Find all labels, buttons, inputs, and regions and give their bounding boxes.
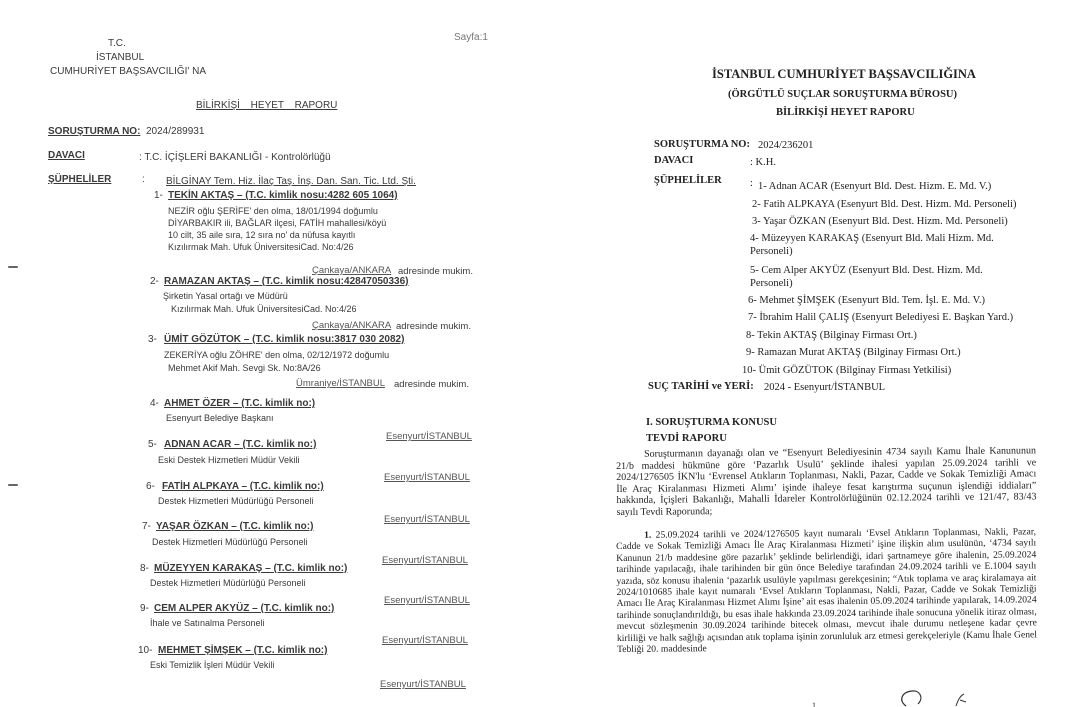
suspect-address-suffix: adresinde mukim. (396, 321, 471, 332)
body-paragraph-numbered (616, 526, 1037, 655)
section-subtitle: TEVDİ RAPORU (646, 433, 727, 444)
suspect-name: CEM ALPER AKYÜZ – (T.C. kimlik no:) (154, 603, 335, 614)
suspect-line: 1- Adnan ACAR (Esenyurt Bld. Dest. Hizm. E. Md. V.) (758, 181, 992, 192)
suspect-line: 2- Fatih ALPKAYA (Esenyurt Bld. Dest. Hizm. Md. Personeli) (752, 199, 1017, 210)
suspect-number: 9- (140, 603, 149, 614)
suspect-location: Çankaya/ANKARA (312, 265, 392, 276)
suspect-location: Esenyurt/İSTANBUL (386, 431, 472, 442)
suspect-name: MEHMET ŞİMŞEK – (T.C. kimlik no:) (158, 645, 328, 656)
crime-label: SUÇ TARİHİ ve YERİ: (648, 381, 754, 392)
suspect-detail: Destek Hizmetleri Müdürlüğü Personeli (158, 496, 314, 506)
suspect-detail: ZEKERİYA oğlu ZÖHRE' den olma, 02/12/1972 doğumlu (164, 350, 390, 360)
left-document-page (0, 0, 540, 707)
investigation-number: 2024/289931 (146, 126, 205, 137)
crime-value: 2024 - Esenyurt/İSTANBUL (764, 382, 886, 393)
suspect-detail: İhale ve Satınalma Personeli (150, 618, 265, 628)
plaintiff-label: DAVACI (654, 155, 694, 166)
suspect-detail: DİYARBAKIR ili, BAĞLAR ilçesi, FATİH mahallesi/köyü (168, 218, 387, 228)
suspect-number: 6- (146, 481, 155, 492)
suspect-location: Esenyurt/İSTANBUL (382, 555, 468, 566)
suspect-line: 4- Müzeyyen KARAKAŞ (Esenyurt Bld. Mali Hizm. Md. Personeli) (750, 233, 994, 257)
suspect-number: 7- (142, 521, 151, 532)
suspect-number: 1- (154, 190, 163, 201)
page-number: Sayfa:1 (454, 32, 488, 43)
suspect-line: 7- İbrahim Halil ÇALIŞ (Esenyurt Belediyesi E. Başkan Yard.) (748, 312, 1014, 323)
header-tc: T.C. (108, 38, 126, 49)
suspect-number: 3- (148, 334, 157, 345)
suspects-label: ŞÜPHELİLER (654, 175, 722, 186)
suspects-label: ŞÜPHELİLER (48, 174, 112, 185)
suspect-line: 9- Ramazan Murat AKTAŞ (Bilginay Firması Ort.) (746, 347, 961, 358)
suspect-line: 10- Ümit GÖZÜTOK (Bilginay Firması Yetkilisi) (742, 365, 952, 376)
plaintiff-value: : T.C. İÇİŞLERİ BAKANLIĞI - Kontrolörlüğü (139, 152, 331, 163)
suspect-detail: Şirketin Yasal ortağı ve Müdürü (163, 291, 288, 301)
suspect-number: 8- (140, 563, 149, 574)
investigation-number: 2024/236201 (758, 140, 814, 151)
suspect-detail: Esenyurt Belediye Başkanı (166, 413, 274, 423)
suspect-location: Esenyurt/İSTANBUL (382, 635, 468, 646)
suspect-detail: Kızılırmak Mah. Ufuk ÜniversitesiCad. No:4/26 (168, 242, 354, 252)
suspect-number: 10- (138, 645, 153, 656)
plaintiff-value: : K.H. (750, 157, 776, 168)
document-subtitle: (ÖRGÜTLÜ SUÇLAR SORUŞTURMA BÜROSU) (728, 89, 957, 100)
signature-mark (888, 688, 988, 707)
suspect-name: ÜMİT GÖZÜTOK – (T.C. kimlik nosu:3817 030 2082) (164, 334, 405, 345)
suspect-detail: Eski Destek Hizmetleri Müdür Vekili (158, 455, 300, 465)
suspect-location: Esenyurt/İSTANBUL (384, 595, 470, 606)
document-title: İSTANBUL CUMHURİYET BAŞSAVCILIĞINA (712, 67, 976, 81)
scan-mark (8, 266, 18, 268)
suspect-name: MÜZEYYEN KARAKAŞ – (T.C. kimlik no:) (154, 563, 348, 574)
suspect-location: Çankaya/ANKARA (312, 320, 392, 331)
suspect-name: YAŞAR ÖZKAN – (T.C. kimlik no:) (156, 521, 314, 532)
suspect-line: 5- Cem Alper AKYÜZ (Esenyurt Bld. Dest. Hizm. Md. Personeli) (750, 265, 983, 289)
header-office: CUMHURİYET BAŞSAVCILIĞI' NA (50, 66, 207, 77)
suspect-name: ADNAN ACAR – (T.C. kimlik no:) (164, 439, 317, 450)
footer-page-number: 1 (812, 701, 816, 707)
paragraph-text: 25.09.2024 tarihli ve 2024/1276505 kayıt numaralı ‘Evsel Atıkların Toplanması, Nakli, Pazar, Cadde ve Sokak Temizliği Amacı İle Araç Kiralanması Hizmeti’ işine ilişkin alım usulünün, ‘4734 sayılı Kanunun 21/b maddesine göre pazarlık’ şeklinde belirlendiği, idari şartnameye göre ihalenin, 25.09.2024 tarihinde yapılacağı, ihale tarihinden bir gün önce Belediye tarafından 24.09.2024 tarihli ve E.1004 sayılı yazıda, söz konusu ihalenin ‘pazarlık usulüyle yapılması gerekçesinin; “Atık toplama ve araç kiralamaya ait 2024/1010685 ihale kayıt numaralı ‘Evsel Atıkların Toplanması, Nakli, Pazar, Cadde ve Sokak Temizliği Amacı İle Araç Kiralanması Hizmet Alımı İşine’ ait esas ihalenin 05.09.2024 tarihinde yapılarak, 14.09.2024 tarihinde sonuçlandırıldığı, bu esas ihale hakkında 23.09.2024 tarihinde ihale sonucuna yönelik itiraz olması, mevcut sözleşmenin 30.09.2024 tarihinde bitecek olması, mevcut ihale durumu netleşene kadar çevre kirliliği ve halk sağlığı açısından atık toplama işinin zorunluluk arz etmesi gerekçeleriyle (Kamu İhale Genel Tebliği 20. maddesinde (616, 526, 1037, 656)
header-city: İSTANBUL (96, 52, 145, 63)
suspect-name: AHMET ÖZER – (T.C. kimlik no:) (164, 398, 316, 409)
report-title: BİLİRKİŞİ HEYET RAPORU (196, 100, 338, 111)
right-document-page (600, 0, 1084, 707)
plaintiff-label: DAVACI (48, 150, 85, 161)
paragraph-number: 1. (643, 529, 652, 541)
suspect-number: 2- (150, 276, 159, 287)
suspect-number: 5- (148, 439, 157, 450)
suspect-name: FATİH ALPKAYA – (T.C. kimlik no:) (162, 481, 324, 492)
investigation-label: SORUŞTURMA NO: (654, 139, 750, 150)
suspect-detail: NEZİR oğlu ŞERİFE' den olma, 18/01/1994 doğumlu (168, 206, 378, 216)
suspect-location: Esenyurt/İSTANBUL (384, 472, 470, 483)
suspect-location: Esenyurt/İSTANBUL (384, 514, 470, 525)
suspect-name: TEKİN AKTAŞ – (T.C. kimlik nosu:4282 605 1064) (168, 190, 398, 201)
suspect-line: 3- Yaşar ÖZKAN (Esenyurt Bld. Dest. Hizm. Md. Personeli) (752, 216, 1008, 227)
suspect-detail: 10 cilt, 35 aile sıra, 12 sıra no' da nüfusa kayıtlı (168, 230, 356, 240)
suspect-detail: Kızılırmak Mah. Ufuk ÜniversitesiCad. No:4/26 (171, 304, 357, 314)
suspect-line: 8- Tekin AKTAŞ (Bilginay Firması Ort.) (746, 330, 917, 341)
suspect-detail: Destek Hizmetleri Müdürlüğü Personeli (152, 537, 308, 547)
suspects-colon: : (750, 178, 753, 189)
suspect-location: Ümraniye/İSTANBUL (296, 378, 386, 389)
suspect-address-suffix: adresinde mukim. (398, 266, 473, 277)
suspect-detail: Destek Hizmetleri Müdürlüğü Personeli (150, 578, 306, 588)
suspect-number: 4- (150, 398, 159, 409)
suspect-detail: Mehmet Akif Mah. Sevgi Sk. No:8A/26 (168, 363, 321, 373)
suspects-colon: : (142, 174, 145, 185)
suspect-name: RAMAZAN AKTAŞ – (T.C. kimlik nosu:42847050336) (164, 276, 409, 287)
suspect-detail: Eski Temizlik İşleri Müdür Vekili (150, 660, 275, 670)
suspect-line: 6- Mehmet ŞİMŞEK (Esenyurt Bld. Tem. İşl. E. Md. V.) (748, 295, 985, 306)
section-title: I. SORUŞTURMA KONUSU (646, 417, 777, 428)
suspect-address-suffix: adresinde mukim. (394, 379, 469, 390)
body-paragraph: Soruşturmanın dayanağı olan ve “Esenyurt Belediyesinin 4734 sayılı Kamu İhale Kanununun 21/b maddesi hükmüne göre ‘Pazarlık Usulü’ şeklinde ihalesi yapılan 25.09.2024 tarihli ve 2024/1276505 İKN'lu ‘Evrensel Atıkların Toplanması, Nakli, Pazar, Cadde ve Sokak Temizliği Amacı İle Araç Kiralanması Hizmeti Alımı’ işinde ihaleye fesat karıştırma suçunun işlendiği iddiaları” hakkında, İçişleri Bakanlığı, Mahalli İdareler Kontrolörlüğünün 02.12.2024 tarihli ve 121/47, 83/43 sayılı Tevdi Raporunda; (616, 445, 1037, 518)
suspect-location: Esenyurt/İSTANBUL (380, 679, 466, 690)
investigation-label: SORUŞTURMA NO: (48, 126, 141, 137)
company-name: BİLGİNAY Tem. Hiz. İlaç Taş. İnş. Dan. San. Tic. Ltd. Şti. (166, 176, 416, 187)
scan-mark (8, 484, 18, 486)
report-title: BİLİRKİŞİ HEYET RAPORU (776, 107, 915, 118)
